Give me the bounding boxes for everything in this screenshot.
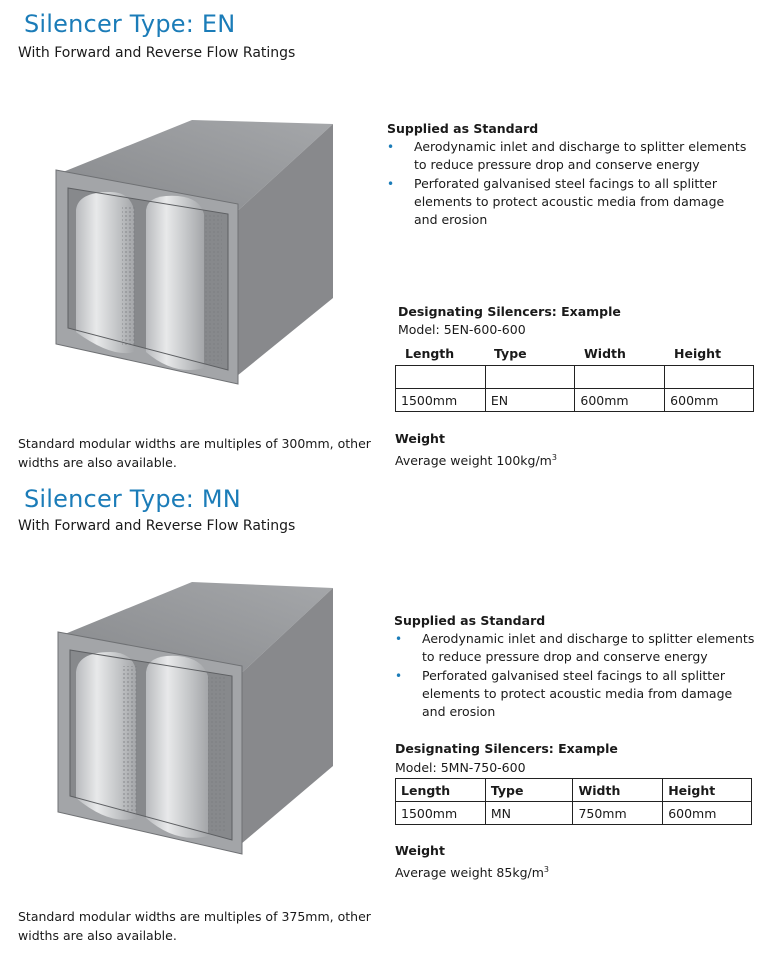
list-item: • Aerodynamic inlet and discharge to splitter elements to reduce pressure drop and conserve energy xyxy=(395,631,755,665)
table-cell: 600mm xyxy=(575,389,665,412)
weight-text: Average weight $100kg/m^3$ xyxy=(395,453,557,469)
supplied-heading: Supplied as Standard xyxy=(394,613,546,628)
table-cell: 1500mm xyxy=(396,802,486,825)
weight-heading: Weight xyxy=(395,843,445,858)
table-cell: 600mm xyxy=(665,389,754,412)
table-cell: 1500mm xyxy=(396,389,486,412)
table-cell: MN xyxy=(485,802,573,825)
bullet-icon: • xyxy=(395,632,403,646)
section-title: Silencer Type: MN xyxy=(24,485,241,513)
table-row-empty xyxy=(396,366,754,389)
modular-width-note: Standard modular widths are multiples of 375mm, other widths are also available. xyxy=(18,909,371,943)
section-subtitle: With Forward and Reverse Flow Ratings xyxy=(18,45,296,61)
table-cell: 750mm xyxy=(573,802,663,825)
bullet-icon: • xyxy=(387,140,395,154)
column-header: Width xyxy=(573,779,663,802)
table-header-row xyxy=(395,346,755,364)
weight-heading: Weight xyxy=(395,431,445,446)
column-header: Length xyxy=(396,779,486,802)
model-text: Model: 5MN-750-600 xyxy=(395,760,526,775)
bullet-icon: • xyxy=(387,176,395,191)
list-item: • Perforated galvanised steel facings to all splitter elements to protect acoustic media from damage and erosion xyxy=(387,175,725,228)
bullet-icon: • xyxy=(395,668,403,683)
column-header: Type xyxy=(485,779,573,802)
column-header: Length xyxy=(405,346,455,361)
table-row xyxy=(396,389,754,412)
silencer-mn-illustration xyxy=(54,580,350,856)
spec-table xyxy=(395,365,754,412)
supplied-list xyxy=(394,630,754,721)
section-title: Silencer Type: EN xyxy=(24,10,236,38)
table-cell: EN xyxy=(485,389,575,412)
spec-table xyxy=(395,778,752,825)
table-header-row xyxy=(396,779,752,802)
designating-heading: Designating Silencers: Example xyxy=(398,304,621,319)
silencer-en-illustration xyxy=(52,118,348,388)
table-row xyxy=(396,802,752,825)
column-header: Type xyxy=(494,346,527,361)
weight-text: Average weight $85kg/m^3$ xyxy=(395,865,549,881)
list-item: • Perforated galvanised steel facings to all splitter elements to protect acoustic media from damage and erosion xyxy=(395,667,733,720)
section-subtitle: With Forward and Reverse Flow Ratings xyxy=(18,518,296,534)
designating-heading: Designating Silencers: Example xyxy=(395,741,618,756)
modular-width-note: Standard modular widths are multiples of 300mm, other widths are also available. xyxy=(18,436,371,470)
supplied-heading: Supplied as Standard xyxy=(387,121,539,136)
column-header: Height xyxy=(663,779,752,802)
table-cell: 600mm xyxy=(663,802,752,825)
list-item: • Aerodynamic inlet and discharge to splitter elements to reduce pressure drop and conserve energy xyxy=(387,139,747,173)
model-text: Model: 5EN-600-600 xyxy=(398,322,526,337)
column-header: Height xyxy=(674,346,722,361)
supplied-list xyxy=(386,138,746,229)
column-header: Width xyxy=(584,346,626,361)
